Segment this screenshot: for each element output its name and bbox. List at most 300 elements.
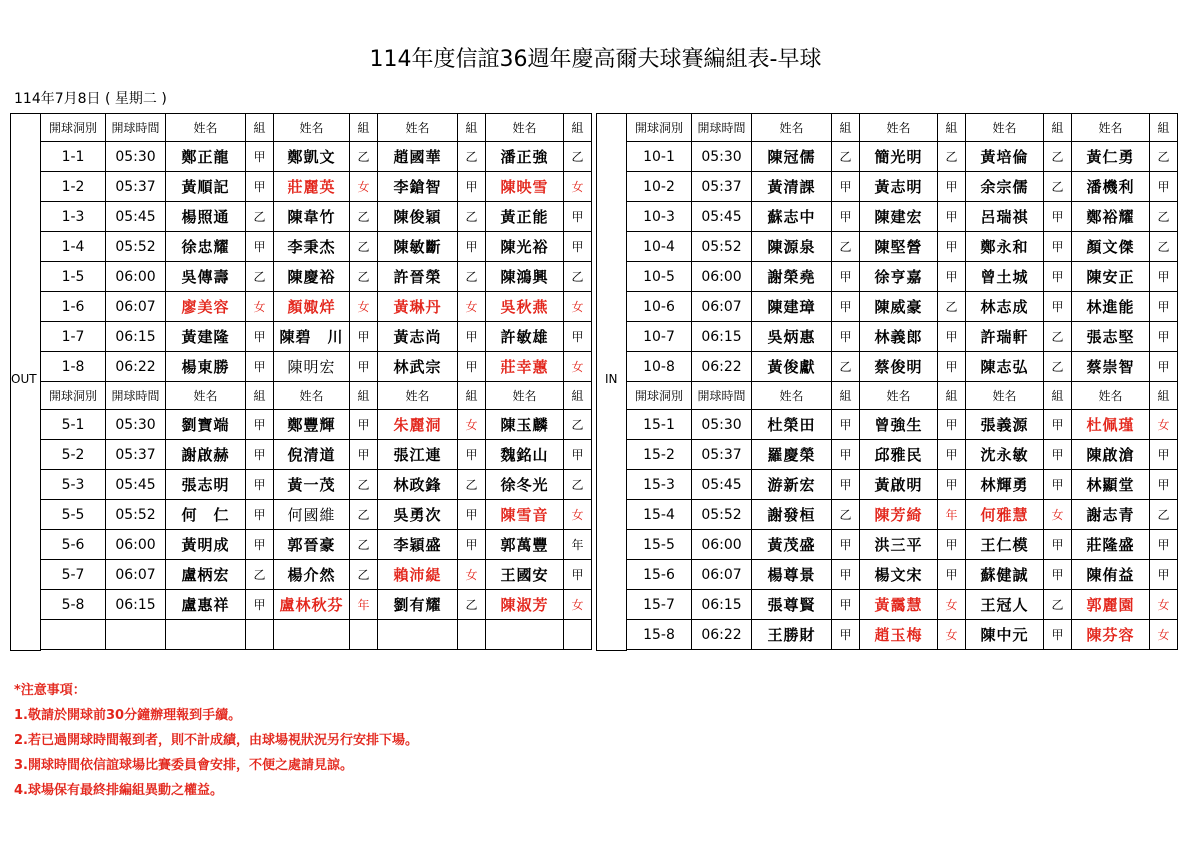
tee-hole: 15-6 [627,560,692,590]
player-name: 陳韋竹 [274,202,350,232]
player-group: 女 [1150,590,1178,620]
player-name: 李穎盛 [378,530,458,560]
tee-hole [41,620,106,650]
note-item: 4.球場保有最終排編組異動之權益。 [14,783,223,798]
tee-hole: 15-2 [627,440,692,470]
pairing-row [627,352,1178,382]
tee-time: 06:07 [692,292,752,322]
player-name: 蘇志中 [752,202,832,232]
player-name: 陳映雪 [486,172,564,202]
note-item: 1.敬請於開球前30分鐘辦理報到手續。 [14,708,242,723]
pairing-row [627,470,1178,500]
player-group: 甲 [246,470,274,500]
player-name: 郭晉豪 [274,530,350,560]
player-group: 乙 [832,500,860,530]
player-name: 王仁模 [966,530,1044,560]
player-group: 甲 [938,560,966,590]
tee-time: 05:45 [692,202,752,232]
player-group: 乙 [458,470,486,500]
player-name: 吳傳壽 [166,262,246,292]
tee-hole: 1-1 [41,142,106,172]
player-group: 乙 [350,560,378,590]
player-name: 陳敏斷 [378,232,458,262]
column-header: 組 [246,114,274,142]
player-name: 顏娵烊 [274,292,350,322]
tee-hole: 5-2 [41,440,106,470]
player-name: 陳志弘 [966,352,1044,382]
player-group: 乙 [564,142,592,172]
player-name: 陳威豪 [860,292,938,322]
column-header: 組 [832,382,860,410]
player-group: 甲 [564,322,592,352]
note-item: 2.若已過開球時間報到者，則不計成績，由球場視狀況另行安排下場。 [14,733,418,748]
column-header: 開球時間 [692,114,752,142]
player-group: 女 [246,292,274,322]
player-group: 甲 [832,620,860,650]
in-table-container [626,113,1178,650]
player-name: 陳源泉 [752,232,832,262]
player-group: 甲 [350,410,378,440]
tee-time: 06:22 [692,352,752,382]
player-group: 甲 [246,590,274,620]
column-header: 姓名 [860,382,938,410]
pairing-row [627,530,1178,560]
tee-time: 05:30 [106,410,166,440]
player-name: 陳芳綺 [860,500,938,530]
player-group: 乙 [1044,352,1072,382]
player-name: 沈永敏 [966,440,1044,470]
tee-hole: 15-1 [627,410,692,440]
player-name: 張江連 [378,440,458,470]
player-group: 甲 [458,530,486,560]
player-name: 劉寶端 [166,410,246,440]
player-name: 廖美容 [166,292,246,322]
player-group: 乙 [350,500,378,530]
tee-time: 06:07 [692,560,752,590]
player-group: 乙 [1044,590,1072,620]
tee-hole: 10-5 [627,262,692,292]
pairing-row [627,590,1178,620]
pairing-row [41,352,592,382]
player-name: 陳俊穎 [378,202,458,232]
player-group: 甲 [938,352,966,382]
player-name: 蔡俊明 [860,352,938,382]
tee-time: 05:52 [106,232,166,262]
player-group: 甲 [938,322,966,352]
player-name: 劉有耀 [378,590,458,620]
player-group: 乙 [1044,142,1072,172]
player-group: 甲 [350,352,378,382]
player-name [274,620,350,650]
tee-time: 06:00 [692,530,752,560]
player-name: 倪清道 [274,440,350,470]
player-name: 朱麗洞 [378,410,458,440]
player-group: 乙 [350,232,378,262]
player-group: 年 [350,590,378,620]
pairing-row [41,620,592,650]
player-group: 甲 [1150,262,1178,292]
player-group: 乙 [564,470,592,500]
player-name: 黃正能 [486,202,564,232]
player-name: 黃明成 [166,530,246,560]
player-group: 甲 [246,530,274,560]
column-header: 開球時間 [106,114,166,142]
pairing-row [627,262,1178,292]
tee-time: 05:52 [692,500,752,530]
player-name: 徐忠耀 [166,232,246,262]
player-name: 陳明宏 [274,352,350,382]
player-name: 莊幸蕙 [486,352,564,382]
tee-hole: 5-8 [41,590,106,620]
player-name: 莊麗英 [274,172,350,202]
player-group: 甲 [1044,292,1072,322]
in-pairings-table [626,113,1178,650]
player-name: 鄭裕耀 [1072,202,1150,232]
player-name: 黃啟明 [860,470,938,500]
tee-time [106,620,166,650]
player-name: 王勝財 [752,620,832,650]
header-row [41,382,592,410]
column-header: 開球時間 [692,382,752,410]
player-name: 黃建隆 [166,322,246,352]
player-name: 陳鴻興 [486,262,564,292]
player-group: 甲 [938,530,966,560]
player-group: 甲 [1150,172,1178,202]
player-name: 潘機利 [1072,172,1150,202]
player-group: 甲 [246,232,274,262]
player-name: 陳淑芳 [486,590,564,620]
column-header: 組 [938,114,966,142]
player-group: 甲 [1150,470,1178,500]
tee-time: 05:45 [106,202,166,232]
player-group: 女 [938,620,966,650]
player-name: 曾強生 [860,410,938,440]
player-group: 甲 [938,470,966,500]
player-group: 甲 [832,410,860,440]
column-header: 姓名 [966,114,1044,142]
player-name: 邱雅民 [860,440,938,470]
header-row [627,382,1178,410]
tee-time: 06:15 [692,322,752,352]
player-name: 郭麗園 [1072,590,1150,620]
player-group: 女 [564,172,592,202]
player-group: 女 [1150,620,1178,650]
player-name: 黃茂盛 [752,530,832,560]
player-name: 陳慶裕 [274,262,350,292]
pairing-row [41,560,592,590]
out-table-container [40,113,592,650]
tee-time: 06:07 [106,292,166,322]
player-name: 林政鋒 [378,470,458,500]
player-group: 乙 [458,262,486,292]
player-name: 魏銘山 [486,440,564,470]
column-header: 開球洞別 [627,382,692,410]
tee-hole: 1-3 [41,202,106,232]
tee-time: 05:37 [106,172,166,202]
tee-time: 06:00 [106,262,166,292]
player-group: 甲 [832,202,860,232]
player-group: 女 [350,292,378,322]
player-group: 乙 [350,470,378,500]
player-group: 甲 [246,172,274,202]
pairing-row [627,232,1178,262]
column-header: 姓名 [486,114,564,142]
player-group: 乙 [832,142,860,172]
player-name: 黃仁勇 [1072,142,1150,172]
player-name: 鄭豐輝 [274,410,350,440]
player-name: 陳冠儒 [752,142,832,172]
tee-hole: 1-2 [41,172,106,202]
player-group [246,620,274,650]
player-name: 陳建璋 [752,292,832,322]
column-header: 姓名 [166,114,246,142]
player-group: 乙 [350,202,378,232]
player-group: 乙 [1150,142,1178,172]
player-name: 楊介然 [274,560,350,590]
player-group: 乙 [350,142,378,172]
player-name: 陳侑益 [1072,560,1150,590]
column-header: 組 [1044,382,1072,410]
tee-hole: 1-5 [41,262,106,292]
player-group: 甲 [564,560,592,590]
tee-hole: 10-3 [627,202,692,232]
tee-hole: 10-1 [627,142,692,172]
column-header: 姓名 [378,382,458,410]
player-name: 黃志尚 [378,322,458,352]
player-group: 甲 [1044,410,1072,440]
column-header: 姓名 [378,114,458,142]
column-header: 開球洞別 [41,382,106,410]
column-header: 組 [1150,114,1178,142]
out-pairings-table [40,113,592,650]
pairing-row [41,590,592,620]
player-name: 陳雪音 [486,500,564,530]
player-name: 楊照通 [166,202,246,232]
player-group: 年 [564,530,592,560]
pairing-row [41,530,592,560]
column-header: 姓名 [486,382,564,410]
player-group: 甲 [1044,530,1072,560]
player-group: 甲 [1044,262,1072,292]
player-name: 黃一茂 [274,470,350,500]
player-group: 甲 [832,262,860,292]
column-header: 姓名 [1072,114,1150,142]
out-label: OUT [11,372,37,386]
player-name: 余宗儒 [966,172,1044,202]
player-name: 鄭凱文 [274,142,350,172]
player-name: 陳玉麟 [486,410,564,440]
player-name: 楊東勝 [166,352,246,382]
pairing-row [41,232,592,262]
player-name: 鄭永和 [966,232,1044,262]
player-group: 甲 [938,172,966,202]
player-name: 莊隆盛 [1072,530,1150,560]
notes-section [14,678,418,803]
tee-time: 05:30 [692,410,752,440]
player-name: 陳建宏 [860,202,938,232]
column-header: 姓名 [752,114,832,142]
player-name: 謝發桓 [752,500,832,530]
player-group: 乙 [1150,232,1178,262]
tee-time: 05:52 [106,500,166,530]
column-header: 組 [350,114,378,142]
column-header: 組 [246,382,274,410]
player-group: 甲 [1044,470,1072,500]
player-group: 乙 [350,530,378,560]
player-group: 甲 [938,202,966,232]
in-label: IN [605,372,618,386]
note-item: 3.開球時間依信誼球場比賽委員會安排，不便之處請見諒。 [14,758,353,773]
player-name: 黃志明 [860,172,938,202]
pairing-row [627,620,1178,650]
player-name: 張義源 [966,410,1044,440]
pairing-row [41,410,592,440]
player-group: 甲 [1150,530,1178,560]
player-name: 洪三平 [860,530,938,560]
tee-hole: 15-8 [627,620,692,650]
tee-hole: 15-4 [627,500,692,530]
tee-hole: 15-7 [627,590,692,620]
player-group: 乙 [938,292,966,322]
pairing-row [627,292,1178,322]
player-group: 女 [938,590,966,620]
tee-time: 05:45 [106,470,166,500]
pairing-row [627,322,1178,352]
player-group: 甲 [458,500,486,530]
player-name: 陳堅營 [860,232,938,262]
player-group: 乙 [564,410,592,440]
player-name: 吳炳惠 [752,322,832,352]
player-name: 黃順記 [166,172,246,202]
tee-hole: 10-6 [627,292,692,322]
player-group: 年 [938,500,966,530]
player-group: 甲 [1044,620,1072,650]
player-name: 黃培倫 [966,142,1044,172]
player-name: 陳啟滄 [1072,440,1150,470]
player-group: 乙 [832,232,860,262]
player-group: 女 [564,590,592,620]
tee-time: 05:37 [106,440,166,470]
tee-time: 06:15 [692,590,752,620]
player-group: 甲 [1150,322,1178,352]
event-date: 114年7月8日 ( 星期二 ) [14,91,167,107]
player-group: 女 [458,410,486,440]
player-name: 陳安正 [1072,262,1150,292]
pairing-row [41,142,592,172]
tee-hole: 10-7 [627,322,692,352]
player-group: 乙 [350,262,378,292]
player-group: 甲 [832,530,860,560]
tee-time: 06:07 [106,560,166,590]
tee-hole: 5-3 [41,470,106,500]
player-name [166,620,246,650]
player-group: 甲 [832,560,860,590]
player-name: 陳光裕 [486,232,564,262]
player-name: 徐冬光 [486,470,564,500]
player-name: 羅慶榮 [752,440,832,470]
tee-time: 05:37 [692,440,752,470]
player-group: 乙 [1150,500,1178,530]
tee-hole: 15-3 [627,470,692,500]
tee-hole: 1-7 [41,322,106,352]
column-header: 組 [564,114,592,142]
column-header: 姓名 [752,382,832,410]
player-name: 趙國華 [378,142,458,172]
player-group: 乙 [564,262,592,292]
player-group: 甲 [938,262,966,292]
player-name: 王國安 [486,560,564,590]
player-name: 趙玉梅 [860,620,938,650]
player-group: 甲 [458,322,486,352]
header-row [41,114,592,142]
pairing-row [627,500,1178,530]
player-name: 盧林秋芬 [274,590,350,620]
player-group: 甲 [246,440,274,470]
player-name: 李鎗智 [378,172,458,202]
column-header: 姓名 [274,382,350,410]
player-name: 盧惠祥 [166,590,246,620]
player-group [458,620,486,650]
column-header: 開球洞別 [627,114,692,142]
player-group: 甲 [246,322,274,352]
player-group: 甲 [350,322,378,352]
player-name: 林顯堂 [1072,470,1150,500]
pairing-row [41,172,592,202]
player-group: 乙 [1044,322,1072,352]
tee-time: 05:37 [692,172,752,202]
player-group: 甲 [832,292,860,322]
player-group [350,620,378,650]
player-name: 何 仁 [166,500,246,530]
player-name [486,620,564,650]
player-group: 乙 [246,262,274,292]
pairing-row [627,142,1178,172]
player-name: 黃清課 [752,172,832,202]
player-name: 林進能 [1072,292,1150,322]
player-group: 甲 [458,440,486,470]
header-row [627,114,1178,142]
player-name: 黃俊獻 [752,352,832,382]
player-name: 黃靄慧 [860,590,938,620]
player-name: 林志成 [966,292,1044,322]
player-name: 徐亨嘉 [860,262,938,292]
player-group: 甲 [1044,202,1072,232]
player-group: 甲 [458,172,486,202]
player-name: 謝啟赫 [166,440,246,470]
player-group: 甲 [1044,440,1072,470]
player-group: 甲 [938,410,966,440]
player-name: 潘正強 [486,142,564,172]
tee-hole: 10-4 [627,232,692,262]
player-group: 甲 [832,172,860,202]
player-name: 王冠人 [966,590,1044,620]
pairing-row [627,202,1178,232]
player-group: 乙 [938,142,966,172]
player-group: 女 [564,500,592,530]
player-group: 甲 [246,410,274,440]
tee-time: 05:52 [692,232,752,262]
tee-hole: 10-8 [627,352,692,382]
player-name: 許敏雄 [486,322,564,352]
pairing-row [41,292,592,322]
player-name: 楊文宋 [860,560,938,590]
player-group [564,620,592,650]
player-name: 鄭正龍 [166,142,246,172]
player-group: 甲 [1150,560,1178,590]
pairing-row [41,440,592,470]
tee-hole: 1-8 [41,352,106,382]
player-group: 女 [1044,500,1072,530]
